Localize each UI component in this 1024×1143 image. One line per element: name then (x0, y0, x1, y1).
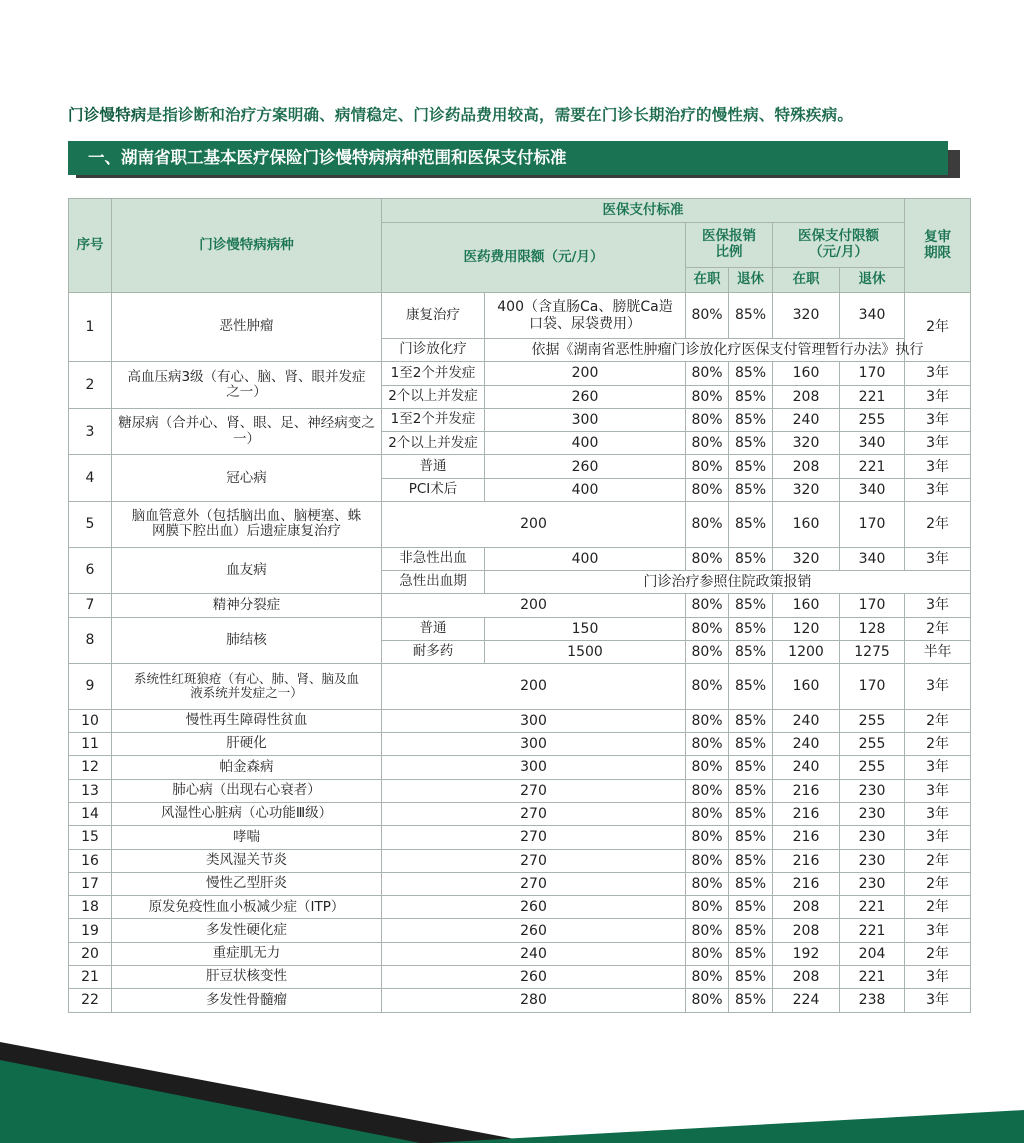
review-period: 2年 (905, 502, 971, 548)
pay-retired: 170 (840, 594, 905, 617)
cost-limit: 260 (382, 896, 686, 919)
review-period: 3年 (905, 385, 971, 408)
cost-limit: 200 (485, 362, 686, 385)
pay-employed: 160 (773, 362, 840, 385)
ratio-retired: 85% (729, 547, 773, 570)
pay-employed: 1200 (773, 640, 840, 663)
ratio-retired: 85% (729, 896, 773, 919)
sub-type: 普通 (382, 617, 485, 640)
ratio-employed: 80% (686, 617, 729, 640)
pay-retired: 170 (840, 664, 905, 710)
row-number: 9 (69, 664, 112, 710)
pay-retired: 221 (840, 966, 905, 989)
ratio-employed: 80% (686, 989, 729, 1012)
simple-rows (69, 709, 971, 1012)
pay-employed: 240 (773, 709, 840, 732)
disease-name: 高血压病3级（有心、脑、肾、眼并发症之一） (112, 362, 382, 409)
pay-retired: 230 (840, 826, 905, 849)
disease-name: 多发性硬化症 (112, 919, 382, 942)
row-number: 4 (69, 455, 112, 502)
ratio-employed: 80% (686, 919, 729, 942)
table-row (69, 664, 971, 710)
pay-employed: 320 (773, 432, 840, 455)
header-employed-2: 在职 (773, 268, 840, 293)
sub-type: 急性出血期 (382, 570, 485, 593)
row-number: 21 (69, 966, 112, 989)
cost-limit: 260 (485, 385, 686, 408)
disease-name: 原发免疫性血小板减少症（ITP） (112, 896, 382, 919)
header-disease: 门诊慢特病病种 (112, 199, 382, 293)
cost-limit: 300 (382, 756, 686, 779)
pay-employed: 192 (773, 942, 840, 965)
row-number: 1 (69, 293, 112, 362)
table-row (69, 989, 971, 1012)
review-period: 3年 (905, 826, 971, 849)
intro-term: 门诊慢特病 (68, 106, 147, 124)
cost-limit: 270 (382, 849, 686, 872)
review-period: 3年 (905, 408, 971, 431)
row-number: 22 (69, 989, 112, 1012)
pay-retired: 238 (840, 989, 905, 1012)
intro-text: 是指诊断和治疗方案明确、病情稳定、门诊药品费用较高，需要在门诊长期治疗的慢性病、特殊疾病。 (146, 106, 854, 124)
ratio-retired: 85% (729, 849, 773, 872)
pay-employed: 216 (773, 779, 840, 802)
ratio-retired: 85% (729, 942, 773, 965)
pay-retired: 230 (840, 849, 905, 872)
ratio-employed: 80% (686, 432, 729, 455)
pay-retired: 170 (840, 362, 905, 385)
ratio-employed: 80% (686, 733, 729, 756)
sub-type: 耐多药 (382, 640, 485, 663)
disease-name: 慢性再生障碍性贫血 (112, 709, 382, 732)
table-row (69, 408, 971, 431)
cost-limit: 300 (382, 733, 686, 756)
pay-retired: 230 (840, 779, 905, 802)
row-number: 18 (69, 896, 112, 919)
header-ratio: 医保报销比例 (686, 223, 773, 268)
ratio-retired: 85% (729, 989, 773, 1012)
ratio-retired: 85% (729, 502, 773, 548)
review-period: 2年 (905, 617, 971, 640)
pay-retired: 255 (840, 733, 905, 756)
ratio-employed: 80% (686, 826, 729, 849)
ratio-retired: 85% (729, 293, 773, 339)
disease-name: 肝豆状核变性 (112, 966, 382, 989)
cost-limit: 270 (382, 779, 686, 802)
ratio-retired: 85% (729, 664, 773, 710)
pay-retired: 255 (840, 408, 905, 431)
cost-limit: 300 (485, 408, 686, 431)
row-number: 6 (69, 547, 112, 594)
disease-name: 冠心病 (112, 455, 382, 502)
pay-retired: 255 (840, 709, 905, 732)
review-period: 3年 (905, 362, 971, 385)
disease-name: 类风湿关节炎 (112, 849, 382, 872)
table-row (69, 756, 971, 779)
ratio-employed: 80% (686, 756, 729, 779)
ratio-employed: 80% (686, 594, 729, 617)
pay-retired: 230 (840, 872, 905, 895)
review-period: 2年 (905, 709, 971, 732)
review-period: 半年 (905, 640, 971, 663)
row-number: 14 (69, 802, 112, 825)
table-row (69, 896, 971, 919)
sub-type: PCI术后 (382, 478, 485, 501)
ratio-employed: 80% (686, 502, 729, 548)
sub-type: 2个以上并发症 (382, 385, 485, 408)
ratio-retired: 85% (729, 478, 773, 501)
sub-type: 普通 (382, 455, 485, 478)
table-row (69, 733, 971, 756)
disease-name: 精神分裂症 (112, 594, 382, 617)
row-number: 11 (69, 733, 112, 756)
ratio-retired: 85% (729, 594, 773, 617)
header-standard: 医保支付标准 (382, 199, 905, 223)
cost-limit: 300 (382, 709, 686, 732)
pay-employed: 320 (773, 547, 840, 570)
pay-retired: 204 (840, 942, 905, 965)
disease-name: 糖尿病（合并心、肾、眼、足、神经病变之一） (112, 408, 382, 455)
table-row (69, 617, 971, 640)
ratio-retired: 85% (729, 826, 773, 849)
ratio-employed: 80% (686, 872, 729, 895)
pay-retired: 221 (840, 896, 905, 919)
cost-limit: 260 (485, 455, 686, 478)
ratio-employed: 80% (686, 385, 729, 408)
header-retired: 退休 (729, 268, 773, 293)
table-row (69, 362, 971, 385)
ratio-employed: 80% (686, 455, 729, 478)
table-row (69, 779, 971, 802)
cost-limit: 400 (485, 478, 686, 501)
disease-name: 风湿性心脏病（心功能Ⅲ级） (112, 802, 382, 825)
disease-name: 肺心病（出现右心衰者） (112, 779, 382, 802)
table-row (69, 293, 971, 339)
sub-type: 1至2个并发症 (382, 408, 485, 431)
pay-employed: 208 (773, 896, 840, 919)
review-period: 3年 (905, 919, 971, 942)
review-period: 3年 (905, 989, 971, 1012)
pay-retired: 170 (840, 502, 905, 548)
pay-employed: 216 (773, 826, 840, 849)
table-row (69, 872, 971, 895)
table-row (69, 455, 971, 478)
row-number: 7 (69, 594, 112, 617)
ratio-retired: 85% (729, 709, 773, 732)
disease-name: 恶性肿瘤 (112, 293, 382, 362)
pay-employed: 240 (773, 733, 840, 756)
cost-limit: 400（含直肠Ca、膀胱Ca造口袋、尿袋费用） (485, 293, 686, 339)
ratio-retired: 85% (729, 617, 773, 640)
cost-limit: 270 (382, 826, 686, 849)
pay-retired: 340 (840, 547, 905, 570)
sub-type: 1至2个并发症 (382, 362, 485, 385)
row-number: 5 (69, 502, 112, 548)
ratio-employed: 80% (686, 478, 729, 501)
ratio-retired: 85% (729, 756, 773, 779)
review-period: 3年 (905, 802, 971, 825)
ratio-employed: 80% (686, 896, 729, 919)
cost-limit: 400 (485, 547, 686, 570)
review-period: 2年 (905, 896, 971, 919)
cost-limit: 280 (382, 989, 686, 1012)
header-pay-limit: 医保支付限额（元/月） (773, 223, 905, 268)
sub-type: 康复治疗 (382, 293, 485, 339)
cost-limit: 200 (382, 664, 686, 710)
header-employed: 在职 (686, 268, 729, 293)
ratio-retired: 85% (729, 966, 773, 989)
ratio-employed: 80% (686, 966, 729, 989)
table-row (69, 826, 971, 849)
pay-employed: 240 (773, 408, 840, 431)
cost-limit: 400 (485, 432, 686, 455)
ratio-retired: 85% (729, 872, 773, 895)
section-title: 一、湖南省职工基本医疗保险门诊慢特病病种范围和医保支付标准 (68, 141, 948, 175)
pay-employed: 160 (773, 664, 840, 710)
pay-retired: 1275 (840, 640, 905, 663)
disease-name: 肺结核 (112, 617, 382, 664)
header-cost-limit: 医药费用限额（元/月） (382, 223, 686, 293)
pay-retired: 230 (840, 802, 905, 825)
ratio-employed: 80% (686, 664, 729, 710)
header-review: 复审期限 (905, 199, 971, 293)
footer-decoration (0, 1030, 1024, 1143)
row-number: 3 (69, 408, 112, 455)
table-row (69, 709, 971, 732)
row-number: 10 (69, 709, 112, 732)
sub-type: 2个以上并发症 (382, 432, 485, 455)
review-period: 3年 (905, 547, 971, 570)
row-number: 2 (69, 362, 112, 409)
cost-limit: 200 (382, 502, 686, 548)
ratio-retired: 85% (729, 455, 773, 478)
pay-employed: 216 (773, 872, 840, 895)
disease-name: 重症肌无力 (112, 942, 382, 965)
review-period: 2年 (905, 849, 971, 872)
cost-limit: 200 (382, 594, 686, 617)
review-period: 3年 (905, 779, 971, 802)
disease-name: 血友病 (112, 547, 382, 594)
disease-name: 脑血管意外（包括脑出血、脑梗塞、蛛网膜下腔出血）后遗症康复治疗 (112, 502, 382, 548)
pay-employed: 160 (773, 594, 840, 617)
pay-employed: 208 (773, 455, 840, 478)
pay-employed: 224 (773, 989, 840, 1012)
disease-name: 帕金森病 (112, 756, 382, 779)
row-number: 16 (69, 849, 112, 872)
ratio-retired: 85% (729, 408, 773, 431)
disease-name: 多发性骨髓瘤 (112, 989, 382, 1012)
row-number: 15 (69, 826, 112, 849)
pay-retired: 221 (840, 455, 905, 478)
cost-limit: 260 (382, 966, 686, 989)
review-period: 2年 (905, 872, 971, 895)
row-number: 19 (69, 919, 112, 942)
table-row (69, 849, 971, 872)
review-period: 2年 (905, 942, 971, 965)
review-period: 2年 (905, 733, 971, 756)
review-period: 3年 (905, 455, 971, 478)
ratio-retired: 85% (729, 919, 773, 942)
ratio-employed: 80% (686, 849, 729, 872)
sub-type: 非急性出血 (382, 547, 485, 570)
pay-retired: 128 (840, 617, 905, 640)
ratio-employed: 80% (686, 362, 729, 385)
cost-limit: 150 (485, 617, 686, 640)
row-number: 17 (69, 872, 112, 895)
ratio-retired: 85% (729, 733, 773, 756)
disease-name: 系统性红斑狼疮（有心、肺、肾、脑及血液系统并发症之一） (112, 664, 382, 710)
review-period: 3年 (905, 594, 971, 617)
policy-note: 门诊治疗参照住院政策报销 (485, 570, 971, 593)
review-period: 3年 (905, 756, 971, 779)
pay-retired: 340 (840, 293, 905, 339)
ratio-employed: 80% (686, 640, 729, 663)
ratio-employed: 80% (686, 802, 729, 825)
table-row (69, 802, 971, 825)
policy-note: 依据《湖南省恶性肿瘤门诊放化疗医保支付管理暂行办法》执行 (485, 339, 971, 362)
pay-employed: 160 (773, 502, 840, 548)
cost-limit: 260 (382, 919, 686, 942)
insurance-standards-table (68, 198, 971, 1013)
footer-green-wedge (430, 1110, 1024, 1143)
header-retired-2: 退休 (840, 268, 905, 293)
row-number: 13 (69, 779, 112, 802)
ratio-employed: 80% (686, 942, 729, 965)
row-number: 20 (69, 942, 112, 965)
intro-paragraph (68, 103, 968, 125)
pay-employed: 240 (773, 756, 840, 779)
pay-retired: 221 (840, 919, 905, 942)
ratio-retired: 85% (729, 779, 773, 802)
pay-employed: 216 (773, 849, 840, 872)
table-row (69, 966, 971, 989)
table-body (69, 293, 971, 710)
review-period: 3年 (905, 664, 971, 710)
pay-employed: 208 (773, 966, 840, 989)
review-period: 3年 (905, 966, 971, 989)
ratio-retired: 85% (729, 362, 773, 385)
pay-employed: 320 (773, 293, 840, 339)
pay-retired: 221 (840, 385, 905, 408)
pay-employed: 216 (773, 802, 840, 825)
row-number: 12 (69, 756, 112, 779)
table-header (69, 199, 971, 293)
table-row (69, 502, 971, 548)
pay-employed: 120 (773, 617, 840, 640)
header-seq: 序号 (69, 199, 112, 293)
cost-limit: 240 (382, 942, 686, 965)
table-row (69, 547, 971, 570)
ratio-retired: 85% (729, 385, 773, 408)
cost-limit: 270 (382, 802, 686, 825)
disease-name: 哮喘 (112, 826, 382, 849)
table-row (69, 594, 971, 617)
pay-employed: 208 (773, 919, 840, 942)
disease-name: 肝硬化 (112, 733, 382, 756)
review-period: 3年 (905, 478, 971, 501)
ratio-retired: 85% (729, 802, 773, 825)
ratio-retired: 85% (729, 640, 773, 663)
pay-retired: 255 (840, 756, 905, 779)
pay-employed: 208 (773, 385, 840, 408)
disease-name: 慢性乙型肝炎 (112, 872, 382, 895)
review-period: 2年 (905, 293, 971, 362)
pay-retired: 340 (840, 478, 905, 501)
cost-limit: 1500 (485, 640, 686, 663)
review-period: 3年 (905, 432, 971, 455)
table-row (69, 919, 971, 942)
sub-type: 门诊放化疗 (382, 339, 485, 362)
cost-limit: 270 (382, 872, 686, 895)
pay-employed: 320 (773, 478, 840, 501)
ratio-employed: 80% (686, 709, 729, 732)
table-row (69, 942, 971, 965)
ratio-employed: 80% (686, 293, 729, 339)
ratio-employed: 80% (686, 779, 729, 802)
row-number: 8 (69, 617, 112, 664)
ratio-employed: 80% (686, 547, 729, 570)
pay-retired: 340 (840, 432, 905, 455)
ratio-employed: 80% (686, 408, 729, 431)
ratio-retired: 85% (729, 432, 773, 455)
